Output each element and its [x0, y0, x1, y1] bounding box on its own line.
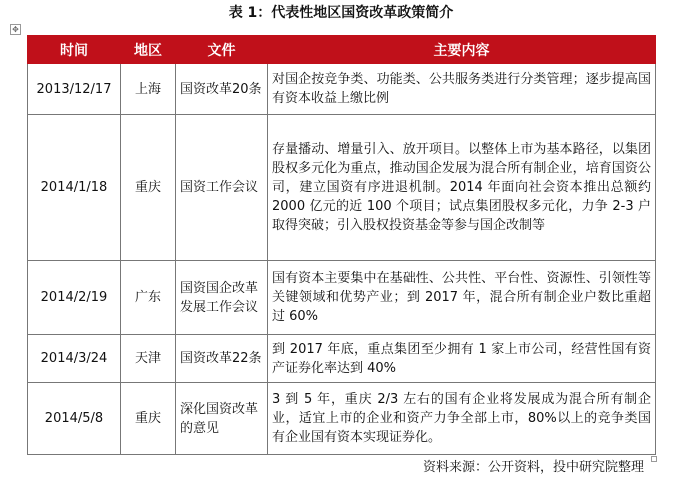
header-content: 主要内容 — [268, 36, 656, 64]
cell-doc: 国资改革20条 — [176, 64, 268, 115]
cell-doc: 国资国企改革发展工作会议 — [176, 261, 268, 335]
cell-region: 天津 — [121, 335, 176, 383]
table-header-row — [28, 36, 656, 64]
table-row — [28, 115, 656, 261]
header-doc: 文件 — [176, 36, 268, 64]
cell-region: 重庆 — [121, 115, 176, 261]
table-move-handle-icon[interactable]: ✥ — [10, 24, 21, 35]
cell-content: 到 2017 年底，重点集团至少拥有 1 家上市公司，经营性国有资产证券化率达到 40% — [268, 335, 656, 383]
cell-content: 国有资本主要集中在基础性、公共性、平台性、资源性、引领性等关键领域和优势产业；到 2017 年，混合所有制企业户数比重超过 60% — [268, 261, 656, 335]
cell-date: 2014/5/8 — [28, 383, 121, 455]
cell-doc: 国资工作会议 — [176, 115, 268, 261]
source-note: 资料来源：公开资料，投中研究院整理 — [422, 460, 644, 475]
table-row — [28, 383, 656, 455]
cell-region: 广东 — [121, 261, 176, 335]
table-resize-handle[interactable] — [651, 456, 657, 462]
header-date: 时间 — [28, 36, 121, 64]
table-row — [28, 64, 656, 115]
cell-content: 3 到 5 年，重庆 2/3 左右的国有企业将发展成为混合所有制企业，适宜上市的企业和资产力争全部上市，80%以上的竞争类国有企业国有资本实现证券化。 — [268, 383, 656, 455]
cell-date: 2014/1/18 — [28, 115, 121, 261]
cell-doc: 国资改革22条 — [176, 335, 268, 383]
policy-table — [27, 35, 656, 455]
cell-region: 上海 — [121, 64, 176, 115]
cell-doc: 深化国资改革的意见 — [176, 383, 268, 455]
header-region: 地区 — [121, 36, 176, 64]
cell-date: 2014/2/19 — [28, 261, 121, 335]
cell-content: 对国企按竞争类、功能类、公共服务类进行分类管理；逐步提高国有资本收益上缴比例 — [268, 64, 656, 115]
cell-region: 重庆 — [121, 383, 176, 455]
cell-content: 存量播动、增量引入、放开项目。以整体上市为基本路径，以集团股权多元化为重点，推动国企发展为混合所有制企业，培育国资公司，建立国资有序进退机制。2014 年面向社会资本推出总额约 2000 亿元的近 100 个项目；试点集团股权多元化，力争 2-3 户取得突破；引入股权投资基金等参与国企改制等 — [268, 115, 656, 261]
table-title: 表 1：代表性地区国资改革政策简介 — [228, 5, 454, 21]
table-row — [28, 335, 656, 383]
table-row — [28, 261, 656, 335]
cell-date: 2014/3/24 — [28, 335, 121, 383]
cell-date: 2013/12/17 — [28, 64, 121, 115]
